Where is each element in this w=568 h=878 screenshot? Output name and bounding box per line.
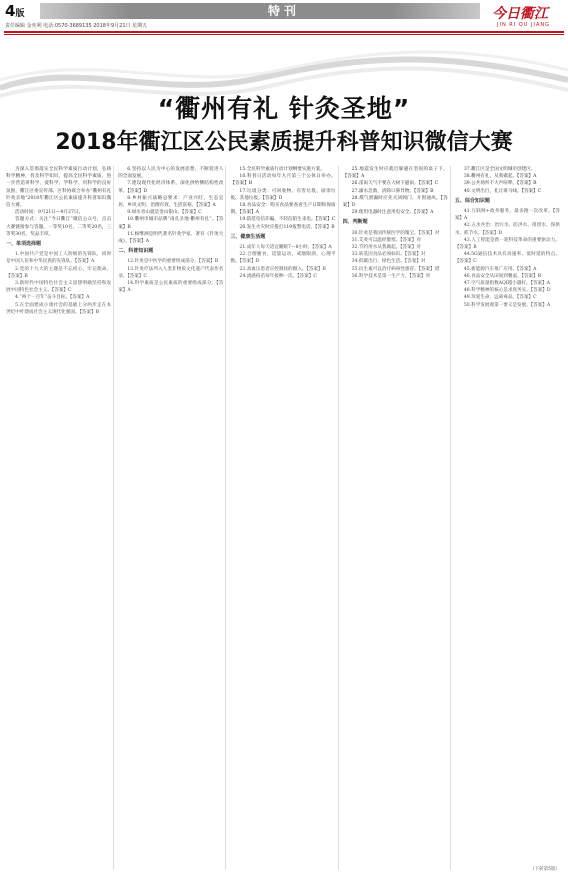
question-item: 24.流感疫苗每年接种一次。【答案】C: [239, 273, 317, 279]
text-column: [455, 166, 562, 870]
header-rule-thin: [4, 34, 564, 35]
question-item: 50.科学发展观第一要义是发展。【答案】A: [463, 302, 551, 308]
section-heading: 一、单项选择题: [6, 241, 42, 248]
main-title: “衢州有礼 针灸圣地”: [157, 94, 411, 123]
article-body: [6, 166, 562, 870]
question-item: 1.中国共产党是中国工人阶级的先锋队，同时是中国人民和中华民族的先锋队。【答案】A: [6, 252, 112, 265]
question-item: 14.科学素质是公民素质的重要组成部分。【答案】A: [118, 281, 224, 294]
newspaper-logo: 今日衢江: [492, 6, 548, 22]
question-item: 41.互联网+政务服务，最多跑一次改革。【答案】A: [454, 209, 561, 222]
text-column: [230, 166, 338, 870]
question-item: 49.珍爱生命，远离毒品。【答案】C: [463, 295, 537, 301]
paragraph: 29.使用电器时注意用电安全。【答案】A: [351, 210, 434, 216]
paragraph: 15.全民科学素质行动计划纲要实施方案。: [239, 167, 325, 172]
paragraph: 11.杨继洲是明代著名针灸学家，著有《针灸大成》。【答案】A: [118, 231, 224, 245]
paragraph: 8.乡村振兴战略总要求：产业兴旺、生态宜居、乡风文明、治理有效、生活富裕。【答案】A: [118, 195, 224, 209]
question-item: 2.党的十九大的主题是不忘初心、牢记使命。【答案】B: [6, 266, 112, 279]
paragraph: 37.衢江区是全国文明城市创建区。: [463, 167, 536, 172]
paragraph: 10.衢州市城市品牌“南孔圣地·衢州有礼”。【答案】B: [118, 217, 224, 230]
paragraph: 9.绿水青山就是金山银山。【答案】C: [127, 210, 202, 216]
question-item: 33.转基因食品必须标识。【答案】对: [351, 252, 426, 258]
question-item: 3.新时代中国特色社会主义思想明确坚持和发展中国特色社会主义。【答案】C: [6, 281, 112, 294]
paragraph: 39.公共场所不大声喧哗。【答案】B: [463, 181, 537, 187]
header-rule: [4, 31, 564, 33]
question-item: 36.科学技术是第一生产力。【答案】对: [351, 273, 431, 279]
question-item: 31.艾灸可以温经散寒。【答案】对: [351, 237, 421, 243]
text-column: [6, 166, 114, 870]
question-item: 13.针灸疗法列入人类非物质文化遗产代表作名录。【答案】C: [118, 266, 224, 279]
question-item: 48.科学精神的核心是求真务实。【答案】D: [463, 288, 551, 294]
question-item: 4.“两个一百年”奋斗目标。【答案】A: [15, 295, 90, 301]
section-title: 特刊: [267, 4, 300, 18]
question-item: 34.低碳出行，绿色生活。【答案】对: [351, 259, 426, 265]
question-item: 43.人工智能是新一轮科技革命的重要驱动力。【答案】B: [454, 237, 561, 251]
question-item: 47.空气质量指数AQI越小越好。【答案】A: [463, 281, 550, 287]
question-item: 30.针灸是我国传统医学的瑰宝。【答案】对: [351, 230, 440, 236]
question-item: 42.五水共治：治污水、防洪水、排涝水、保供水、抓节水。【答案】D: [454, 223, 561, 236]
question-item: 22.合理膳食，适量运动，戒烟限酒，心理平衡。【答案】D: [230, 252, 336, 265]
question-item: 23.高血压患者应控制盐的摄入。【答案】B: [239, 266, 326, 272]
page-number: 4版: [5, 2, 25, 20]
editor-info: 责任编辑 金奕利 电话:0570-3689135 2018年9月21日 星期五: [5, 23, 148, 29]
question-item: 46.食品安全从田间到餐桌。【答案】B: [463, 273, 542, 279]
paragraph: 16.科普日活动每年九月第三个公休日举办。【答案】B: [230, 174, 336, 187]
masthead: [0, 0, 568, 36]
paragraph: 6.坚持以人民为中心的发展思想，不断促进人的全面发展。: [118, 167, 224, 180]
question-item: 5.在全面建成小康社会的基础上分两步走在本世纪中叶建成社会主义现代化强国。【答案】B: [6, 302, 112, 315]
paragraph: 28.煤气泄漏时应先关闭阀门、开窗通风。【答案】D: [342, 195, 448, 209]
question-item: 44.5G通信技术具有高速率、低时延的特点。【答案】C: [454, 252, 561, 265]
question-item: 35.抗生素可以治疗病毒性感冒。【答案】错: [351, 266, 440, 272]
paragraph: 20.发生火灾时应拨打119报警电话。【答案】B: [239, 224, 335, 230]
paragraph: 27.溺水急救，清除口鼻异物。【答案】B: [351, 188, 434, 194]
paragraph: 19.防范电信诈骗，不轻信陌生来电。【答案】C: [239, 217, 336, 223]
paragraph: 26.雷雨天气不要在大树下避雨。【答案】C: [351, 181, 439, 187]
text-column: [118, 166, 226, 870]
question-item: 21.成年人每天适宜睡眠7—8小时。【答案】A: [239, 245, 332, 251]
question-item: 45.新能源汽车推广应用。【答案】A: [463, 266, 537, 272]
section-heading: 四、判断题: [342, 219, 368, 226]
text-column: [343, 166, 451, 870]
paragraph: 为深入贯彻落实全民科学素质行动计划，弘扬科学精神，普及科学知识，提高全民科学素质，进一步营造讲科学、爱科学、学科学、用科学的良好氛围，衢江区委宣传部、区科协联合举办“衢州有礼 针灸圣地”2018年衢江区公民素质提升科普知识微信大赛。: [6, 167, 112, 209]
paragraph: 18.食品安全：购买食品要查看生产日期和保质期。【答案】A: [230, 203, 336, 216]
section-heading: 二、科普知识题: [118, 248, 154, 255]
paragraph: 7.建设现代化经济体系，深化供给侧结构性改革。【答案】D: [118, 181, 224, 194]
section-heading: 三、健康生活题: [230, 233, 266, 240]
paragraph: 25.地震发生时应就近躲避在坚固的桌子下。【答案】A: [342, 167, 448, 180]
section-heading: 五、综合知识题: [454, 197, 490, 204]
paragraph: 38.衢州有礼，从我做起。【答案】A: [463, 174, 537, 180]
newspaper-logo-en: JIN RI QU JIANG: [497, 22, 550, 28]
question-item: 12.针灸是中医学的重要组成部分。【答案】B: [127, 259, 219, 265]
paragraph: 答题方式：关注“今日衢江”微信公众号，点击大赛链接参与答题。一等奖10名，二等奖20名，三等奖30名，奖品丰厚。: [6, 217, 112, 237]
paragraph: 40.文明出行，礼让斑马线。【答案】C: [463, 188, 542, 194]
question-item: 32.节约用水从我做起。【答案】对: [351, 245, 421, 251]
continued-note: （下转第5版）: [530, 867, 560, 872]
paragraph: 活动时间：9月21日—9月27日。: [15, 210, 84, 216]
paragraph: 17.垃圾分类：可回收物、有害垃圾、厨余垃圾、其他垃圾。【答案】D: [230, 188, 336, 201]
sub-title: 2018年衢江区公民素质提升科普知识微信大赛: [55, 130, 513, 155]
